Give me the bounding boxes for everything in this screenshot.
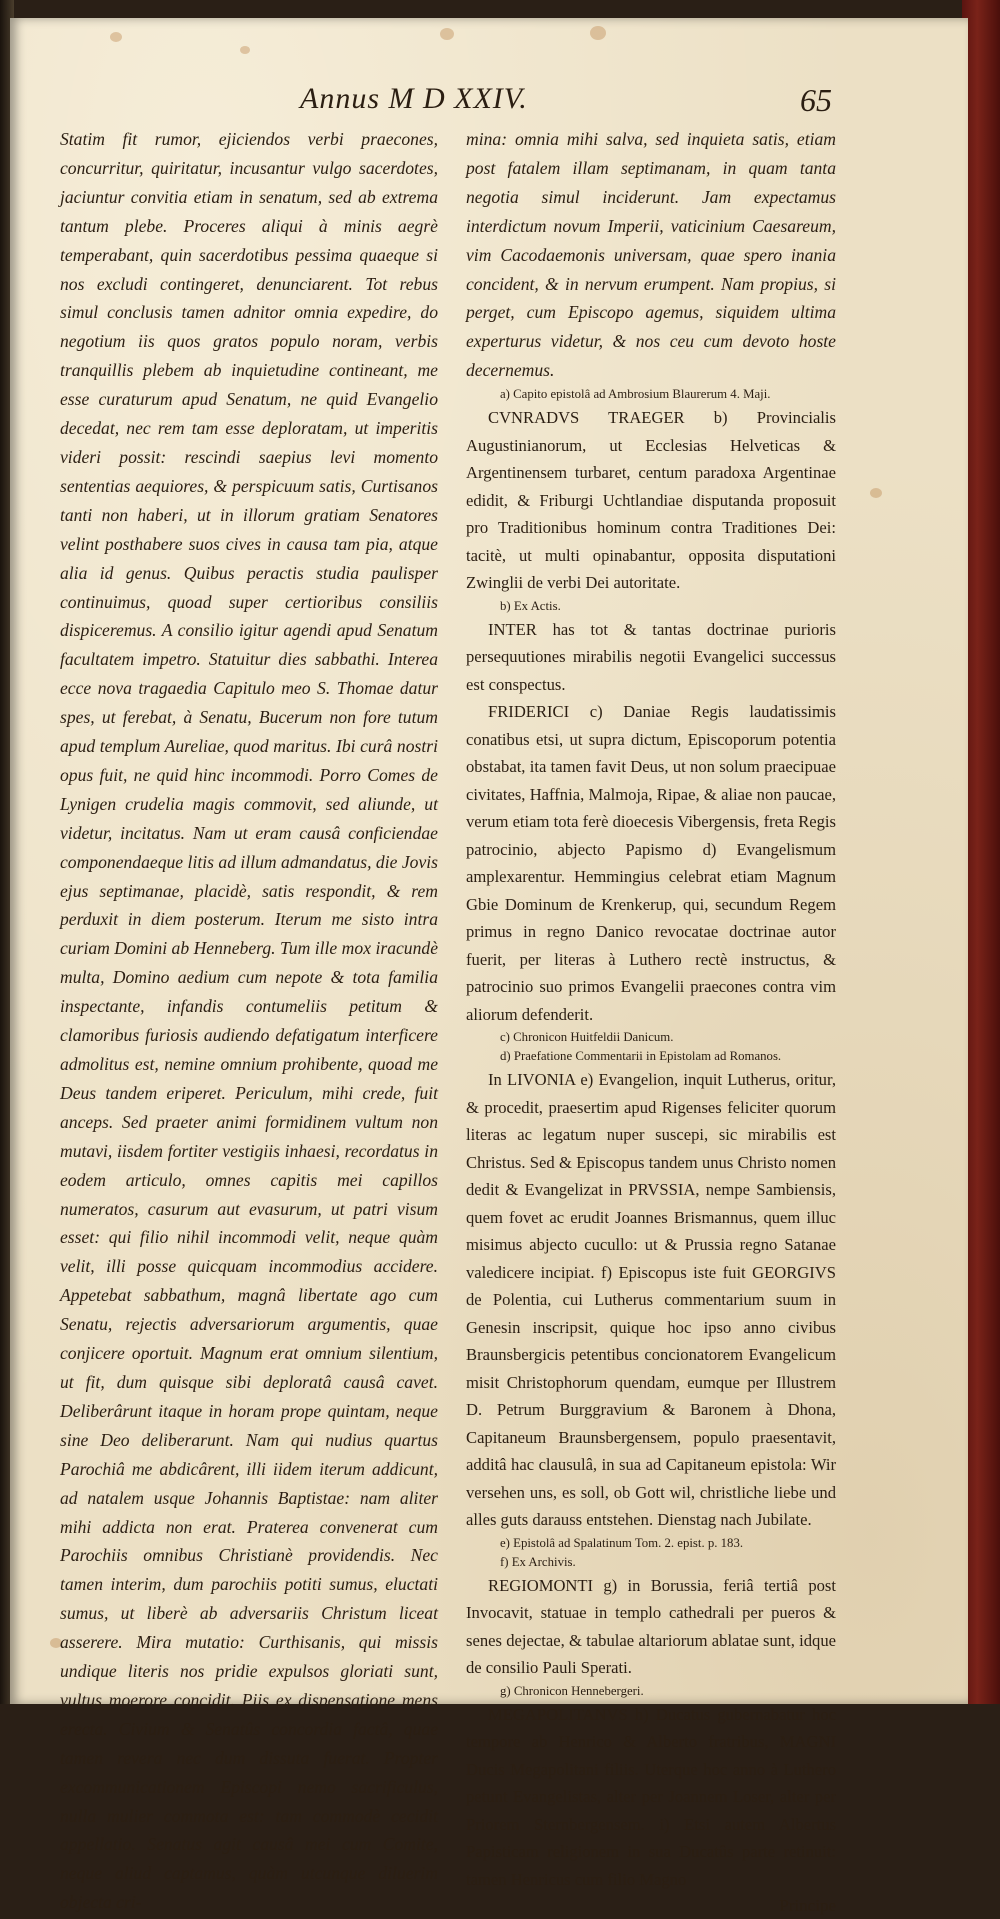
paragraph-friderici: FRIDERICI c) Daniae Regis laudatissimis conatibus etsi, ut supra dictum, Episcoporum potentia obstabat, ita tamen favit Deus, ut non solum praecipuae civitates, Haffnia, Malmoja, Ripae, & aliae non paucae, verum etiam tota ferè dioecesis Vibergensis, freta Regis patrocinio, abjecto Papismo d) Evangelismum amplexarentur. Hemmingius celebrat etiam Magnum Gbie Dominum de Krenkerup, qui, secundum Regem primus in regno Danico revocatae doctrinae autor fuerit, per literas à Luthero rectè instructus, & patrocinio suo primos Evangelii praecones contra vim aliorum defenderit. <box>466 702 836 1024</box>
letter-continuation: mina: omnia mihi salva, sed inquieta satis, etiam post fatalem illam septimanam, in quam tanta negotia simul inciderunt. Jam expectamus interdictum novum Imperii, vaticinium Caesareum, vim Cacodaemonis universam, quae spero inania concident, & in nervum erumpent. Nam propius, si perget, cum Episcopo agemus, siquidem ultima experturus videtur, & nos ceu cum devoto hoste decernemus. <box>466 129 836 381</box>
footnote-c: c) Chronicon Huitfeldii Danicum. <box>500 1030 674 1045</box>
paragraph-traeger: CVNRADVS TRAEGER b) Provincialis Augustinianorum, ut Ecclesias Helveticas & Argentinensem turbaret, centum paradoxa Argentinae edidit, & Friburgi Uchtlandiae disputanda proposuit pro Traditionibus hominum contra Traditiones Dei: tacitè, ut multi opinabantur, opposita disputationi Zwinglii de verbi Dei autoritate. <box>466 408 836 593</box>
paragraph-megapolitanus: MEGAPOLITANVS h) Ducatus gubernabatur hoc tempore ab Henrico & Alberto fratribus, MAGNI Ducis Megapolitani filiis. Uterque hoc anno à Luthero petunt Evangelistas, alter per Joannem Loser, alter per Priorem Sternbergensem. i) Etsi autem Albertus Papisticam religionem in sua Ducatûs parte retinuit: tamen Henricus cum filio Magno <box>466 1704 836 1889</box>
footnote-a: a) Capito epistolâ ad Ambrosium Blaurerum 4. Maji. <box>500 387 771 402</box>
footnote-e: e) Epistolâ ad Spalatinum Tom. 2. epist. p. 183. <box>500 1535 744 1550</box>
footnote-g: g) Chronicon Hennebergeri. <box>500 1683 644 1698</box>
footnote-d: d) Praefatione Commentarii in Epistolam ad Romanos. <box>500 1049 782 1064</box>
right-column <box>466 125 836 1919</box>
catchword: Principe <box>779 1896 836 1916</box>
left-column <box>60 125 438 1917</box>
footnote-f: f) Ex Archivis. <box>500 1554 576 1569</box>
paragraph-regiomonti: REGIOMONTI g) in Borussia, feriâ tertiâ post Invocavit, statuae in templo cathedrali per pueros & senes dejectae, & tabulae altariorum ablatae sunt, idque de consilio Pauli Sperati. <box>466 1575 836 1678</box>
paragraph-livonia: In LIVONIA e) Evangelion, inquit Lutherus, oritur, & procedit, praesertim apud Rigenses feliciter quorum literas ac legatum nuper suscepi, sic mirabilis est Christus. Sed & Episcopus tandem unus Christo nomen dedit & Evangelizat in PRVSSIA, nempe Sambiensis, quem fovet ac erudit Joannes Brismannus, quem illuc misimus abjecto cucullo: ut & Prussia regno Satanae valedicere incipiat. f) Episcopus iste fuit GEORGIVS de Polentia, cui Lutherus commentarium suum in Genesin inscripsit, quique hoc ipso anno civibus Braunsbergicis petentibus concionatorem Evangelicum misit Christophorum quendam, eumque per Illustrem D. Petrum Burggravium & Baronem à Dhona, Capitaneum Braunsbergensem, populo praesentavit, additâ hac clausulâ, in sua ad Capitaneum epistola: Wir versehen uns, es soll, ob Gott wil, christliche liebe und alles guts darauss entstehen. Dienstag nach Jubilate. <box>466 1070 836 1530</box>
running-head: Annus M D XXIV. <box>300 82 528 115</box>
left-column-text: Statim fit rumor, ejiciendos verbi praecones, concurritur, quiritatur, incusantur vulgo sacerdotes, jaciuntur convitia etiam in senatum, sed ab extrema tantum plebe. Proceres aliqui à minis aegrè temperabant, quin sacerdotibus pessima quaeque si nos excludi contingeret, denunciarent. Tot rebus simul conclusis tamen adnitor omnia expedire, do negotium iis quos gratos populo noram, verbis tranquillis plebem ab inquietudine contineant, me esse curaturum apud Senatum, ne quid Evangelio decedat, nec rem tam esse deploratam, ut imperitis videri possit: rescindi saepius levi momento sententias aequiores, & perspicuum satis, Curtisanos tanti non haberi, ut in illorum gratiam Senatores velint posthabere suos cives in causa tam pia, atque alia id genus. Quibus peractis studia paulisper continuimus, quoad super certioribus consiliis dispiceremus. A consilio igitur agendi apud Senatum facultatem impetro. Statuitur dies sabbathi. Interea ecce nova tragaedia Capitulo meo S. Thomae datur spes, ut ferebat, à Senatu, Bucerum non fore tutum apud templum Aureliae, quod maritus. Ibi curâ nostri opus fuit, ne quid hinc incommodi. Porro Comes de Lynigen crudelia magis commovit, sed aliunde, ut videtur, incitatus. Nam ut eram causâ conficiendae componendaeque litis ad illum admandatus, die Jovis ejus septimanae, placidè, satis respondit, & rem perduxit in diem posterum. Iterum me sisto intra curiam Domini ab Henneberg. Tum ille mox iracundè multa, Domino aedium cum nepote & tota familia inspectante, infandis contumeliis petitum & clamoribus furiosis audiendo defatigatum interficere admolitus est, nemine omnium prohibente, quoad me Deus tandem eriperet. Periculum, mihi crede, fuit anceps. Sed praeter animi formidinem vultum non mutavi, iisdem fortiter vestigiis inhaesi, recordatus in eodem articulo, omnes capitis mei capillos numeratos, casurum aut evasurum, ut patri visum esset: qui filio nihil incommodi velit, neque quàm velit, illi posse quicquam incommodius accidere. Appetebat sabbathum, magnâ libertate ago cum Senatu, rejectis adversariorum argumentis, quae conjicere oportuit. Magnum erat omnium silentium, ut fit, dum quisque sibi deploratâ causâ cavet. Deliberârunt itaque in horam prope quintam, neque sine Deo deliberarunt. Nam qui nudius quartus Parochiâ me abdicârent, illi iidem iterum addicunt, ad natalem usque Johannis Baptistae: nam aliter mihi addicta non erat. Praterea convenerat cum Parochiis omnibus Christianè providendis. Nec tamen interim, dum parochiis potiti sumus, eluctati sumus, ut liberè ab adversariis Christum liceat asserere. Mira mutatio: Curthisanis, qui missis undique literis nos pridie expulsos gloriati sunt, vultus moerore concidit. Piis ex dispensatione mens erecta. Civium & Senatûs concordia factâ, quae tamen revera nec dum dissuta fuerat. Propter excommunicationem Episcopi nemo sacrificulus, nulla mulier commota est: tam commodè cecidit appellatio. Senatus agit causâ mei cum Comite, neque aliud captamus, quàm utcunque diluerim objecta cri- <box>60 129 438 1913</box>
footnote-b: b) Ex Actis. <box>500 598 561 613</box>
page-number: 65 <box>800 82 832 118</box>
paragraph-inter: INTER has tot & tantas doctrinae purioris persequutiones mirabilis negotii Evangelici successus est conspectus. <box>466 619 836 694</box>
